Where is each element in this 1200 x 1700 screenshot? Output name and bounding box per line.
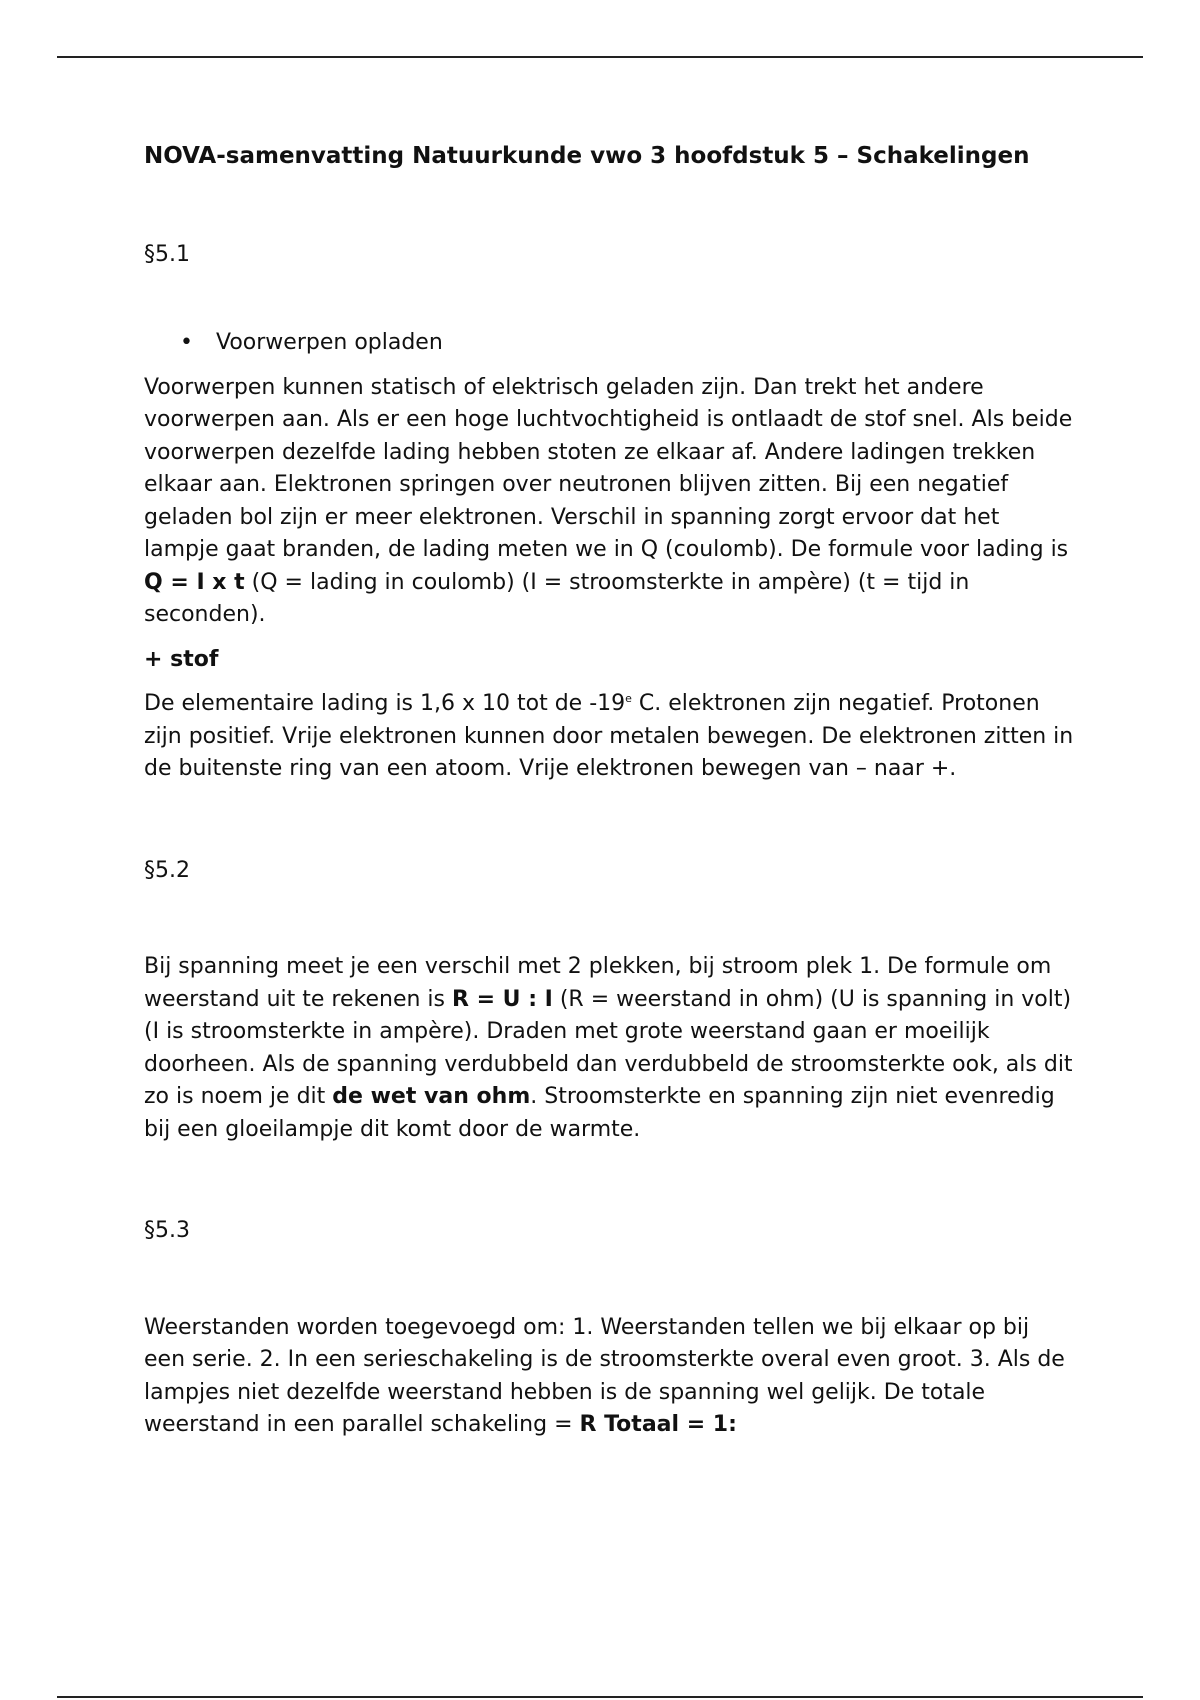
document-title: NOVA-samenvatting Natuurkunde vwo 3 hoofdstuk 5 – Schakelingen [144, 143, 1030, 169]
top-divider [57, 56, 1143, 58]
paragraph-text: C. elektronen zijn negatief. Protonen zijn positief. Vrije elektronen kunnen door metalen bewegen. De elektronen zitten in de buitenste ring van een atoom. Vrije elektronen bewegen van – naar +. [144, 691, 1074, 781]
bullet-item [144, 327, 1074, 360]
formula-r-totaal: R Totaal = 1: [579, 1412, 737, 1437]
paragraph-schakelingen [144, 1312, 1074, 1442]
subheading-stof [144, 644, 1074, 677]
paragraph-text: . Stroomsterkte en spanning zijn niet evenredig bij een gloeilampje dit komt door de warmte. [144, 1084, 1055, 1142]
bullet-dot-icon: • [180, 330, 193, 355]
section-heading-5-2: §5.2 [144, 857, 190, 883]
paragraph-elementaire-lading [144, 688, 1074, 786]
paragraph-text: Voorwerpen kunnen statisch of elektrisch geladen zijn. Dan trekt het andere voorwerpen aan. Als er een hoge luchtvochtigheid is ontlaadt de stof snel. Als beide voorwerpen dezelfde lading hebben stoten ze elkaar af. Andere ladingen trekken elkaar aan. Elektronen springen over neutronen blijven zitten. Bij een negatief geladen bol zijn er meer elektronen. Verschil in spanning zorgt ervoor dat het lampje gaat branden, de lading meten we in Q (coulomb). De formule voor lading is [144, 374, 1073, 562]
paragraph-text: (R = weerstand in ohm) (U is spanning in volt) (I is stroomsterkte in ampère). Draden met grote weerstand gaan er moeilijk doorheen. Als de spanning verdubbeld dan verdubbeld de stroomsterkte ook, als dit zo is noem je dit [144, 986, 1073, 1109]
superscript: e [625, 692, 632, 705]
paragraph-text: (Q = lading in coulomb) (I = stroomsterkte in ampère) (t = tijd in seconden). [144, 569, 970, 627]
paragraph-text: De elementaire lading is 1,6 x 10 tot de -19 [144, 691, 626, 716]
bullet-text: Voorwerpen opladen [216, 330, 443, 355]
document-body [144, 140, 1074, 1442]
bottom-divider [57, 1696, 1143, 1698]
formula-weerstand: R = U : I [451, 986, 553, 1012]
paragraph-text: Bij spanning meet je een verschil met 2 plekken, bij stroom plek 1. De formule om weerstand uit te rekenen is [144, 954, 1052, 1012]
section-heading-5-3: §5.3 [144, 1218, 190, 1243]
subheading-text: + stof [144, 646, 219, 672]
section-heading-5-1: §5.1 [144, 241, 190, 267]
paragraph-lading [144, 372, 1074, 632]
paragraph-weerstand [144, 951, 1074, 1146]
bold-term-wet-van-ohm: de wet van ohm [332, 1084, 531, 1109]
formula-lading: Q = I x t [144, 569, 245, 595]
paragraph-text: Weerstanden worden toegevoegd om: 1. Weerstanden tellen we bij elkaar op bij een serie. 2. In een serieschakeling is de stroomsterkte overal even groot. 3. Als de lampjes niet dezelfde weerstand hebben is de spanning wel gelijk. De totale weerstand in een parallel schakeling = [144, 1314, 1065, 1437]
